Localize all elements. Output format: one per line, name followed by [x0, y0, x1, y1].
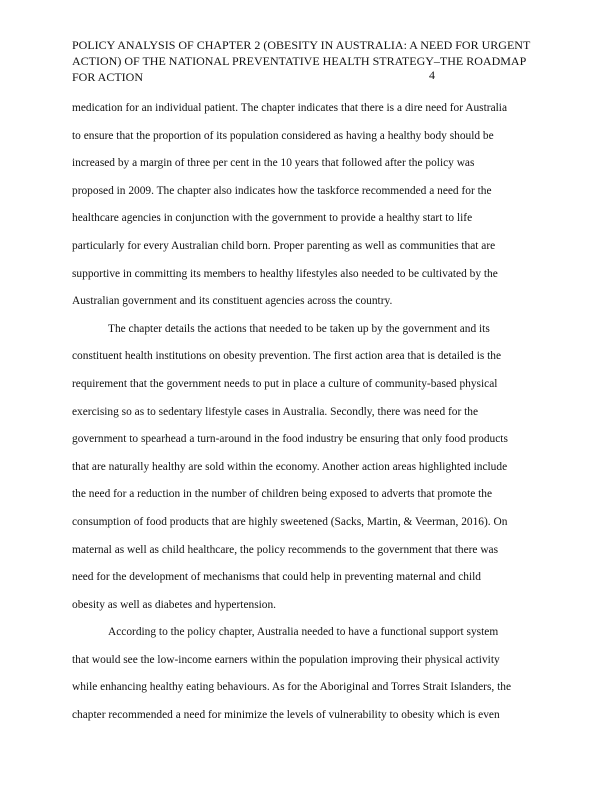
body-line: the need for a reduction in the number of children being exposed to adverts that promote the	[72, 488, 493, 501]
body-line: particularly for every Australian child born. Proper parenting as well as communities that are	[72, 239, 496, 252]
body-line: medication for an individual patient. The chapter indicates that there is a dire need for Australia	[72, 102, 508, 114]
body-line: chapter recommended a need for minimize the levels of vulnerability to obesity which is even	[72, 709, 500, 722]
body-line: requirement that the government needs to put in place a culture of community-based physical	[72, 377, 498, 390]
body-line: that are naturally healthy are sold within the economy. Another action areas highlighted include	[72, 460, 508, 473]
body-line: exercising so as to sedentary lifestyle cases in Australia. Secondly, there was need for the	[72, 405, 479, 418]
paragraph-start-line: The chapter details the actions that needed to be taken up by the government and its	[108, 322, 490, 335]
body-line: maternal as well as child healthcare, the policy recommends to the government that there was	[72, 543, 499, 556]
paragraph-start-line: According to the policy chapter, Australia needed to have a functional support system	[108, 626, 499, 639]
body-line: need for the development of mechanisms that could help in preventing maternal and child	[72, 571, 481, 584]
header-title-line-3: FOR ACTION	[72, 70, 144, 84]
body-line: consumption of food products that are highly sweetened (Sacks, Martin, & Veerman, 2016). On	[72, 515, 508, 528]
body-line: government to spearhead a turn-around in the food industry be ensuring that only food products	[72, 433, 508, 446]
header-title-line-2: ACTION) OF THE NATIONAL PREVENTATIVE HEALTH STRATEGY–THE ROADMAP	[72, 54, 527, 68]
header-title-line-1: POLICY ANALYSIS OF CHAPTER 2 (OBESITY IN AUSTRALIA: A NEED FOR URGENT	[72, 38, 531, 52]
running-header	[72, 37, 542, 85]
body-line: while enhancing healthy eating behaviours. As for the Aboriginal and Torres Strait Islanders, the	[72, 681, 511, 694]
body-text	[72, 95, 542, 730]
body-line: proposed in 2009. The chapter also indicates how the taskforce recommended a need for the	[72, 184, 492, 197]
body-line: healthcare agencies in conjunction with the government to provide a healthy start to life	[72, 212, 473, 225]
body-line: Australian government and its constituent agencies across the country.	[72, 295, 393, 308]
body-line: constituent health institutions on obesity prevention. The first action area that is detailed is the	[72, 350, 502, 363]
body-line: increased by a margin of three per cent in the 10 years that followed after the policy was	[72, 157, 475, 170]
body-line: to ensure that the proportion of its population considered as having a healthy body should be	[72, 129, 494, 142]
page-number: 4	[429, 68, 435, 82]
body-line: that would see the low-income earners within the population improving their physical activity	[72, 653, 500, 666]
body-line: obesity as well as diabetes and hypertension.	[72, 598, 277, 611]
body-line: supportive in committing its members to healthy lifestyles also needed to be cultivated by the	[72, 267, 498, 280]
